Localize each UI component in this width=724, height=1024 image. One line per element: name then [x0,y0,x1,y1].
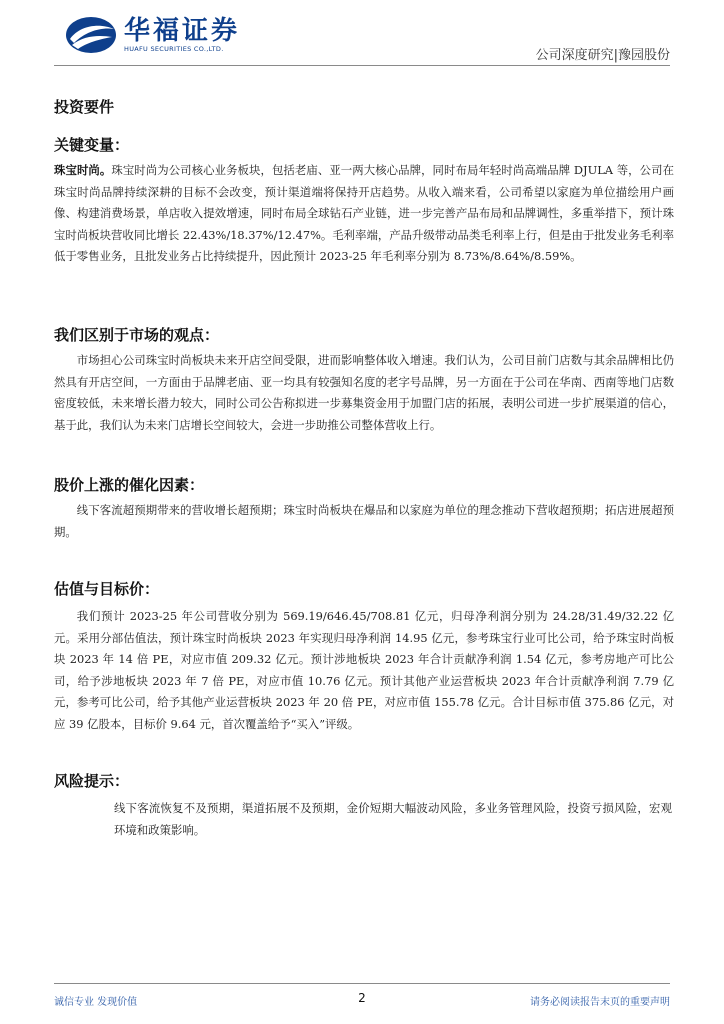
page-number: 2 [358,991,366,1005]
huafu-logo-icon [64,15,118,55]
catalyst-heading: 股价上涨的催化因素： [54,476,205,494]
header-divider [54,65,670,66]
logo-text: 华福证券 [124,16,241,46]
key-variables-lead: 珠宝时尚。 [54,163,112,177]
key-variables-text: 珠宝时尚为公司核心业务板块，包括老庙、亚一两大核心品牌，同时布局年轻时尚高端品牌 DJULA 等，公司在珠宝时尚品牌持续深耕的目标不会改变，预计渠道端将保持开店趋势。从收入端来看，公司希望以家庭为单位描绘用户画像、构建消费场景，单店收入提效增速，同时布局全球钻石产业链，进一步完善产品布局和品牌调性，多重举措下，预计珠宝时尚板块营收同比增长 22.43%/18.37%/12.47%。毛利率端，产品升级带动品类毛利率上行，但是由于批发业务毛利率低于零售业务，且批发业务占比持续提升，因此预计 2023-25 年毛利率分别为 8.73%/8.64%/8.59%。 [54,163,675,263]
key-variables-heading: 关键变量： [54,136,130,154]
catalyst-paragraph: 线下客流超预期带来的营收增长超预期；珠宝时尚板块在爆品和以家庭为单位的理念推动下营收超预期；拓店进展超预期。 [54,503,674,539]
different-view-heading: 我们区别于市场的观点： [54,326,220,344]
valuation-paragraph: 我们预计 2023-25 年公司营收分别为 569.19/646.45/708.81 亿元，归母净利润分别为 24.28/31.49/32.22 亿元。采用分部估值法，预计珠宝时尚板块 2023 年实现归母净利润 14.95 亿元，参考珠宝行业可比公司，给予珠宝时尚板块 2023 年 14 倍 PE，对应市值 209.32 亿元。预计涉地板块 2023 年合计贡献净利润 1.54 亿元，参考房地产可比公司，给予涉地板块 2023 年 7 倍 PE，对应市值 10.76 亿元。预计其他产业运营板块 2023 年合计贡献净利润 7.79 亿元，参考可比公司，给予其他产业运营板块 2023 年 20 倍 PE，对应市值 155.78 亿元。合计目标市值 375.86 亿元，对应 39 亿股本，目标价 9.64 元，首次覆盖给予“买入”评级。 [54,609,674,731]
risk-heading: 风险提示： [54,772,130,790]
risk-paragraph: 线下客流恢复不及预期，渠道拓展不及预期，金价短期大幅波动风险，多业务管理风险，投资亏损风险，宏观环境和政策影响。 [114,801,672,837]
different-view-paragraph: 市场担心公司珠宝时尚板块未来开店空间受限，进而影响整体收入增速。我们认为，公司目前门店数与其余品牌相比仍然具有开店空间，一方面由于品牌老庙、亚一均具有较强知名度的老字号品牌，另一方面在于公司在华南、西南等地门店数密度较低，未来增长潜力较大，同时公司公告称拟进一步募集资金用于加盟门店的拓展，表明公司进一步扩展渠道的信心，基于此，我们认为未来门店增长空间较大，会进一步助推公司整体营收上行。 [54,353,674,432]
footer-slogan: 诚信专业 发现价值 [54,997,138,1008]
logo-en-text: HUAFU SECURITIES CO.,LTD. [124,45,224,53]
report-type: 公司深度研究|豫园股份 [535,48,670,63]
footer-divider [54,983,670,984]
footer-disclaimer: 请务必阅读报告末页的重要声明 [530,997,670,1008]
valuation-heading: 估值与目标价： [54,580,160,598]
page-header [0,0,724,70]
page-title: 投资要件 [54,98,115,116]
key-variables-paragraph [54,160,674,268]
